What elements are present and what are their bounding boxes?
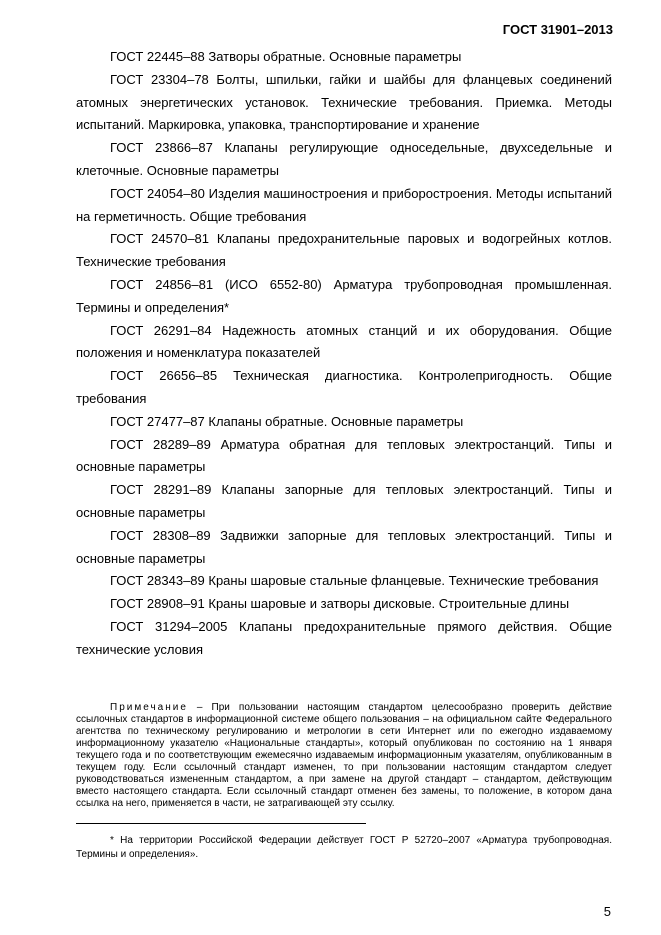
note-paragraph <box>76 702 612 810</box>
page-number: 5 <box>603 904 611 919</box>
reference-item: ГОСТ 26656–85 Техническая диагностика. Контролепригодность. Общие требования <box>76 368 612 406</box>
reference-item: ГОСТ 26291–84 Надежность атомных станций и их оборудования. Общие положения и номенклатура показателей <box>76 322 612 361</box>
reference-item: ГОСТ 23866–87 Клапаны регулирующие односедельные, двухседельные и клеточные. Основные параметры <box>76 140 612 178</box>
reference-item: ГОСТ 23304–78 Болты, шпильки, гайки и шайбы для фланцевых соединений атомных энергетических установок. Технические требования. Приемка. Методы испытаний. Маркировка, упаковка, транспортирование и хранение <box>76 71 612 133</box>
note-text: – При пользовании настоящим стандартом целесообразно проверить действие ссылочных стандартов в информационной системе общего пользования – на официальном сайте Федерального агентства по техническому регулированию и метрологии в сети Интернет или по ежегодно издаваемому информационному указателю «Национальные стандарты», который опубликован по состоянию на 1 января текущего года и по соответствующим ежемесячно издаваемым информационным указателям, опубликованным в текущем году. Если ссылочный стандарт изменен, то при пользовании настоящим стандартом следует руководствоваться измененным стандартом, а при замене на другой стандарт – стандартом, действующим вместо настоящего стандарта. Если ссылочный стандарт отменен без замены, то положение, в котором дана ссылка на него, применяется в части, не затрагивающей эту ссылку. <box>76 702 612 809</box>
reference-item: ГОСТ 28308–89 Задвижки запорные для тепловых электростанций. Типы и основные параметры <box>76 527 612 566</box>
reference-item: ГОСТ 24054–80 Изделия машиностроения и приборостроения. Методы испытаний на герметичность. Общие требования <box>76 185 612 224</box>
reference-item: ГОСТ 24856–81 (ИСО 6552-80) Арматура трубопроводная промышленная. Термины и определения* <box>76 276 612 315</box>
reference-item: ГОСТ 28291–89 Клапаны запорные для тепловых электростанций. Типы и основные параметры <box>76 482 612 520</box>
reference-item: ГОСТ 22445–88 Затворы обратные. Основные параметры <box>110 49 462 64</box>
reference-item: ГОСТ 28343–89 Краны шаровые стальные фланцевые. Технические требования <box>110 573 599 589</box>
reference-item: ГОСТ 28289–89 Арматура обратная для тепловых электростанций. Типы и основные параметры <box>76 436 612 475</box>
document-header: ГОСТ 31901–2013 <box>502 22 613 37</box>
footnote-divider <box>76 823 366 824</box>
footnote: * На территории Российской Федерации действует ГОСТ Р 52720–2007 «Арматура трубопроводная. Термины и определения». <box>76 835 612 860</box>
note-lead: Примечание <box>110 702 188 713</box>
reference-item: ГОСТ 31294–2005 Клапаны предохранительные прямого действия. Общие технические условия <box>76 618 612 657</box>
reference-list <box>76 46 612 662</box>
reference-item: ГОСТ 24570–81 Клапаны предохранительные паровых и водогрейных котлов. Технические требования <box>76 231 612 270</box>
reference-item: ГОСТ 27477–87 Клапаны обратные. Основные параметры <box>110 413 464 429</box>
reference-item: ГОСТ 28908–91 Краны шаровые и затворы дисковые. Строительные длины <box>110 596 570 612</box>
